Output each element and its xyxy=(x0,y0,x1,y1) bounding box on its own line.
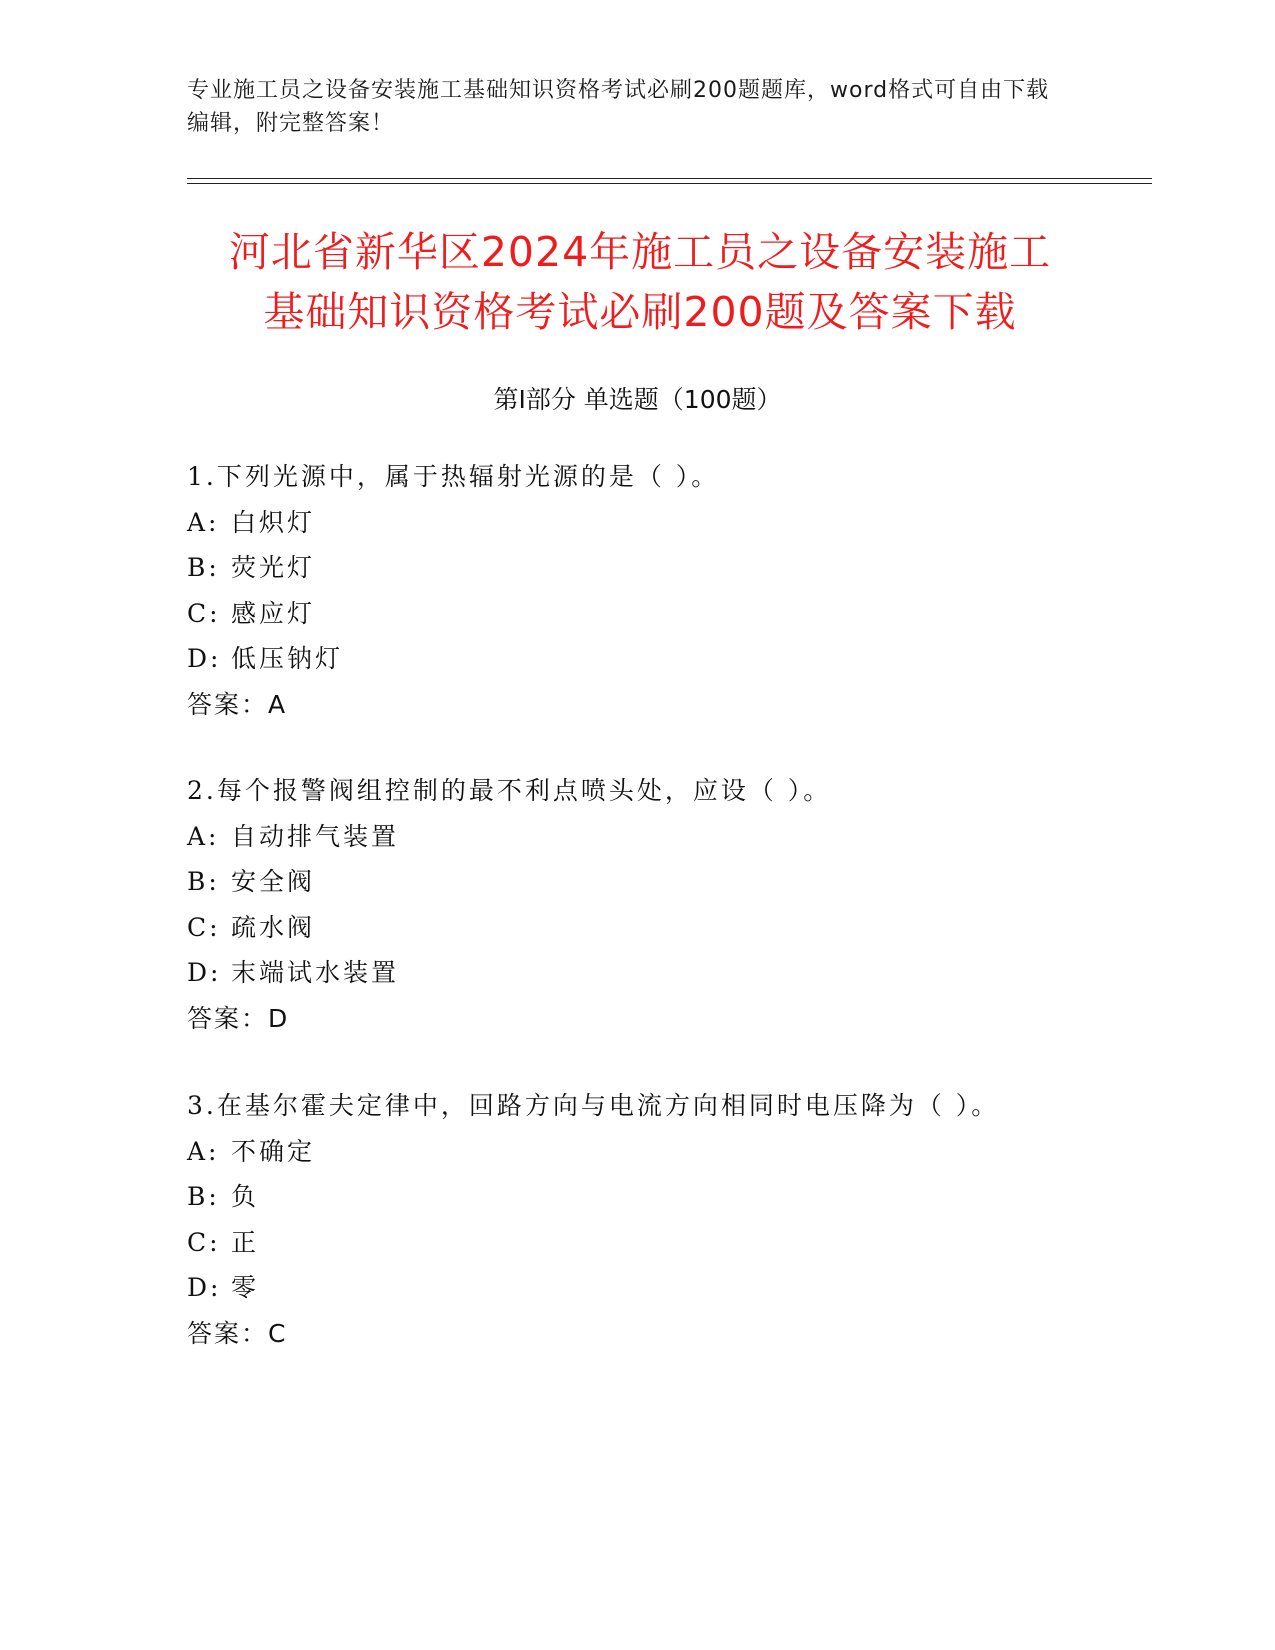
option-a xyxy=(187,814,1087,860)
answer-value: A xyxy=(268,689,288,719)
option-text: 末端试水装置 xyxy=(231,958,400,987)
document-title xyxy=(140,222,1140,342)
document-title-line-1: 河北省新华区2024年施工员之设备安装施工 xyxy=(228,228,1052,276)
option-letter: B: xyxy=(187,1182,220,1211)
option-letter: C: xyxy=(187,598,221,628)
option-letter: C: xyxy=(187,1227,221,1257)
header-divider-top xyxy=(187,178,1152,179)
option-text: 疏水阀 xyxy=(231,912,316,942)
option-d xyxy=(187,1265,1087,1311)
option-a xyxy=(187,500,1087,546)
option-d xyxy=(187,636,1087,682)
answer-value: C xyxy=(268,1318,288,1348)
option-a xyxy=(187,1129,1087,1175)
option-b xyxy=(187,545,1087,591)
option-text: 正 xyxy=(231,1227,260,1257)
section-title: 第Ⅰ部分 单选题（100题） xyxy=(493,385,782,414)
option-c xyxy=(187,905,1087,951)
document-title-line-2: 基础知识资格考试必刷200题及答案下载 xyxy=(263,288,1017,336)
option-text: 安全阀 xyxy=(231,867,316,896)
answer-line xyxy=(187,996,1087,1042)
option-text: 感应灯 xyxy=(231,598,316,628)
option-text: 低压钠灯 xyxy=(231,644,344,673)
option-b xyxy=(187,859,1087,905)
option-letter: A: xyxy=(187,821,220,851)
option-letter: C: xyxy=(187,912,221,942)
option-text: 荧光灯 xyxy=(231,553,316,582)
option-b xyxy=(187,1174,1087,1220)
option-text: 自动排气装置 xyxy=(231,821,400,851)
option-text: 白炽灯 xyxy=(231,507,316,537)
answer-prefix: 答案： xyxy=(187,689,269,719)
option-text: 不确定 xyxy=(231,1136,316,1166)
option-letter: D: xyxy=(187,1273,222,1302)
answer-prefix: 答案： xyxy=(187,1003,269,1033)
question-2 xyxy=(187,768,1087,1041)
question-1 xyxy=(187,454,1087,727)
option-letter: A: xyxy=(187,1136,220,1166)
header-divider-bottom xyxy=(187,183,1152,184)
option-c xyxy=(187,591,1087,637)
option-letter: D: xyxy=(187,958,222,987)
option-letter: B: xyxy=(187,553,220,582)
question-text: 1.下列光源中，属于热辐射光源的是（ ）。 xyxy=(187,462,720,491)
answer-prefix: 答案： xyxy=(187,1318,269,1348)
option-d xyxy=(187,950,1087,996)
option-c xyxy=(187,1220,1087,1266)
option-letter: B: xyxy=(187,867,220,896)
option-letter: A: xyxy=(187,507,220,537)
answer-line xyxy=(187,1311,1087,1357)
question-text: 3.在基尔霍夫定律中，回路方向与电流方向相同时电压降为（ ）。 xyxy=(187,1091,1000,1120)
option-text: 负 xyxy=(231,1182,260,1211)
option-letter: D: xyxy=(187,644,222,673)
answer-line xyxy=(187,682,1087,728)
question-3 xyxy=(187,1083,1087,1356)
option-text: 零 xyxy=(231,1273,260,1302)
header-note: 专业施工员之设备安装施工基础知识资格考试必刷200题题库，word格式可自由下载编辑，附完整答案！ xyxy=(187,78,1050,136)
question-text: 2.每个报警阀组控制的最不利点喷头处，应设（ ）。 xyxy=(187,776,832,805)
answer-value: D xyxy=(268,1003,290,1033)
